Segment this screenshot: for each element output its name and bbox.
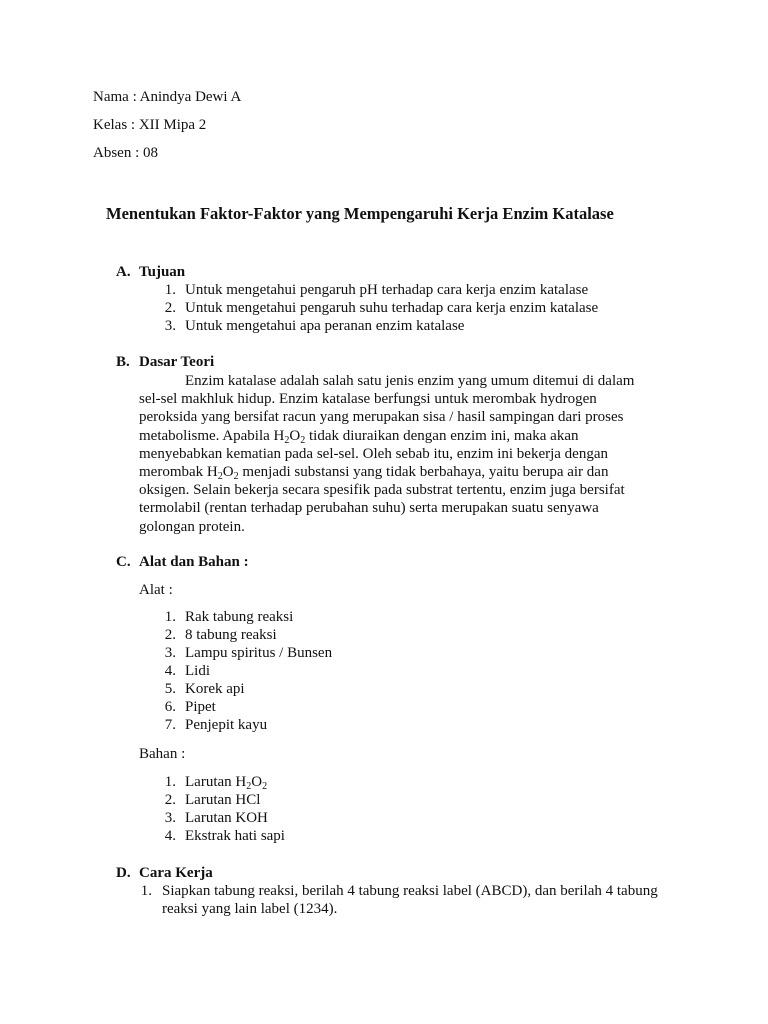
list-number: 2.	[164, 792, 176, 808]
alat-item: Penjepit kayu	[185, 717, 268, 733]
paragraph-line: sel-sel makhluk hidup. Enzim katalase berfungsi untuk merombak hydrogen	[139, 391, 597, 408]
section-b-letter: B.	[116, 354, 130, 370]
alat-item: Korek api	[185, 681, 245, 697]
paragraph-line: peroksida yang bersifat racun yang merupakan sisa / hasil sampingan dari proses	[139, 409, 624, 426]
paragraph-line: Enzim katalase adalah salah satu jenis enzim yang umum ditemui di dalam	[185, 373, 635, 389]
bahan-item: Ekstrak hati sapi	[185, 828, 285, 844]
paragraph-line: golongan protein.	[139, 518, 245, 535]
bahan-item: Larutan KOH	[185, 810, 268, 826]
list-number: 2.	[164, 300, 176, 316]
section-c-heading: Alat dan Bahan :	[139, 554, 249, 570]
alat-item: Rak tabung reaksi	[185, 609, 294, 625]
alat-item: Lampu spiritus / Bunsen	[185, 645, 333, 661]
paragraph-line: merombak $H_2O_2$ menjadi substansi yang tidak berbahaya, yaitu berupa air dan	[139, 464, 609, 483]
paragraph-line: termolabil (rentan terhadap perubahan suhu) serta merupakan suatu senyawa	[139, 500, 599, 517]
paragraph-line: menyebabkan kematian pada sel-sel. Oleh sebab itu, enzim ini bekerja dengan	[139, 445, 608, 462]
section-c-letter: C.	[116, 554, 131, 570]
bahan-item: Larutan HCl	[185, 792, 261, 808]
student-absen: Absen : 08	[93, 145, 158, 161]
paragraph-line: metabolisme. Apabila $H_2O_2$ tidak diuraikan dengan enzim ini, maka akan	[139, 427, 579, 446]
list-number: 1.	[164, 609, 176, 625]
section-a-letter: A.	[116, 264, 131, 280]
tujuan-item: Untuk mengetahui pengaruh suhu terhadap cara kerja enzim katalase	[185, 300, 599, 316]
alat-label: Alat :	[139, 582, 173, 598]
paragraph-line: oksigen. Selain bekerja secara spesifik pada substrat tertentu, enzim juga bersifat	[139, 482, 625, 499]
list-number: 3.	[164, 645, 176, 661]
list-number: 1.	[164, 774, 176, 790]
list-number: 3.	[164, 318, 176, 334]
list-number: 5.	[164, 681, 176, 697]
list-number: 7.	[164, 717, 176, 733]
bahan-label: Bahan :	[139, 746, 186, 762]
tujuan-item: Untuk mengetahui apa peranan enzim katalase	[185, 318, 465, 334]
student-name: Nama : Anindya Dewi A	[93, 89, 242, 105]
list-number: 3.	[164, 810, 176, 826]
list-number: 4.	[164, 828, 176, 844]
dasar-teori-paragraph	[139, 372, 679, 536]
document-title: Menentukan Faktor-Faktor yang Mempengaruhi Kerja Enzim Katalase	[106, 204, 614, 223]
list-number: 4.	[164, 663, 176, 679]
tujuan-item: Untuk mengetahui pengaruh pH terhadap cara kerja enzim katalase	[185, 282, 589, 298]
list-number: 1.	[164, 282, 176, 298]
list-number: 1.	[140, 883, 152, 899]
section-d-letter: D.	[116, 865, 131, 881]
alat-item: Pipet	[185, 699, 216, 715]
list-number: 6.	[164, 699, 176, 715]
section-a-heading: Tujuan	[139, 264, 186, 280]
section-b-heading: Dasar Teori	[139, 354, 215, 370]
list-number: 2.	[164, 627, 176, 643]
alat-item: Lidi	[185, 663, 210, 679]
cara-kerja-item-line: Siapkan tabung reaksi, berilah 4 tabung reaksi label (ABCD), dan berilah 4 tabung	[162, 883, 658, 899]
cara-kerja-item-line: reaksi yang lain label (1234).	[162, 901, 338, 917]
section-d-heading: Cara Kerja	[139, 865, 213, 881]
student-class: Kelas : XII Mipa 2	[93, 117, 207, 133]
bahan-item: Larutan $H_2O_2$	[185, 774, 268, 792]
alat-item: 8 tabung reaksi	[185, 627, 277, 643]
